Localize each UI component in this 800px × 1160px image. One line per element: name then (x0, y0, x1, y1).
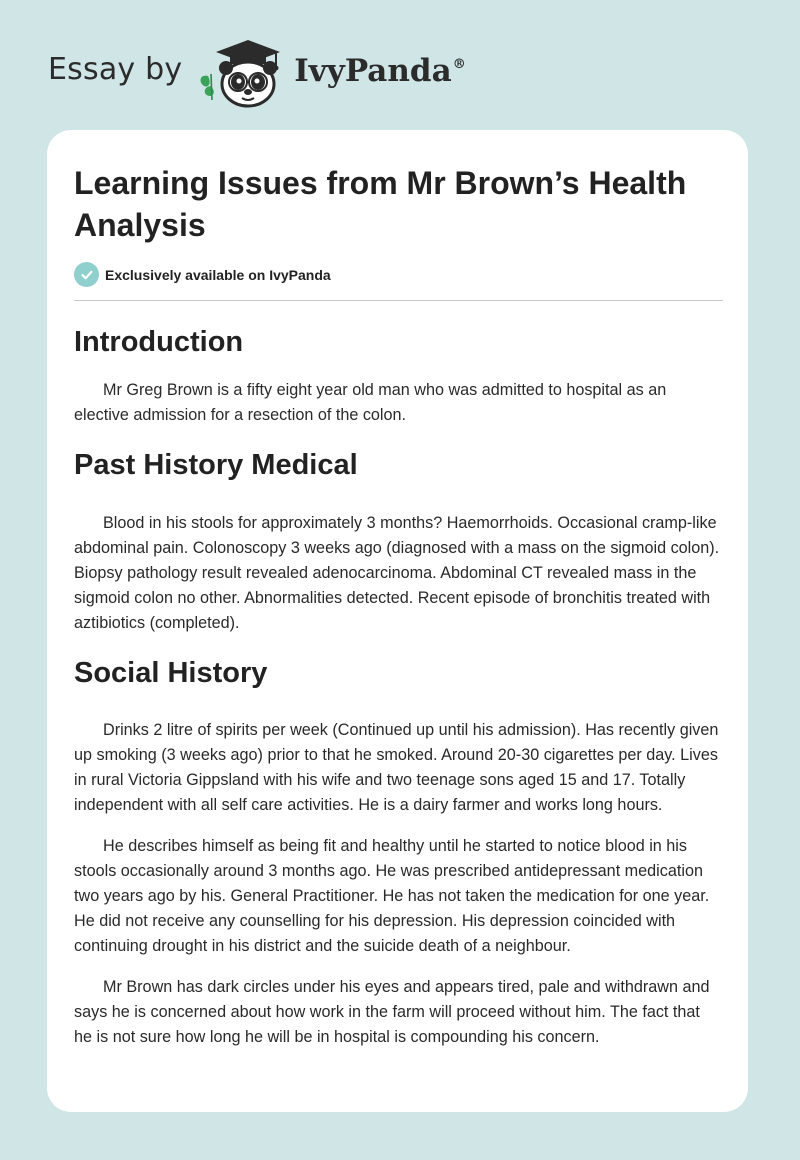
paragraph: He describes himself as being fit and healthy until he started to notice blood in his stools occasionally around 3 months ago. He was prescribed antidepressant medication two years ago by his. General Practitioner. He has not taken the medication for one year. He did not receive any counselling for his depression. His depression coincided with continuing drought in his district and the suicide death of a neighbour. (74, 837, 710, 955)
exclusive-badge (74, 262, 722, 287)
registered-mark: ® (452, 57, 466, 72)
check-icon (74, 262, 99, 287)
paragraph: Blood in his stools for approximately 3 months? Haemorrhoids. Occasional cramp-like abdominal pain. Colonoscopy 3 weeks ago (diagnosed with a mass on the sigmoid colon). Biopsy pathology result revealed adenocarcinoma. Abdominal CT revealed mass in the sigmoid colon no other. Abnormalities detected. Recent episode of bronchitis treated with aztibiotics (completed). (74, 514, 720, 632)
site-header (48, 34, 466, 110)
article-card (47, 130, 748, 1112)
essay-by-label: Essay by (48, 51, 183, 87)
badge-label: Exclusively available on IvyPanda (105, 266, 331, 283)
paragraph: Mr Brown has dark circles under his eyes and appears tired, pale and withdrawn and says he is concerned about how work in the farm will proceed without him. The fact that he is not sure how long he will be in hospital is compounding his concern. (74, 978, 710, 1046)
paragraph: Mr Greg Brown is a fifty eight year old man who was admitted to hospital as an elective admission for a resection of the colon. (74, 381, 667, 424)
panda-graduate-icon[interactable] (196, 34, 288, 110)
divider (74, 300, 723, 301)
page-title: Learning Issues from Mr Brown’s Health Analysis (74, 165, 687, 243)
section-heading-social-history: Social History (74, 657, 268, 689)
brand-name[interactable]: IvyPanda® (294, 53, 466, 89)
section-heading-introduction: Introduction (74, 326, 244, 358)
paragraph: Drinks 2 litre of spirits per week (Continued up until his admission). Has recently given up smoking (3 weeks ago) prior to that he smoked. Around 20-30 cigarettes per day. Lives in rural Victoria Gippsland with his wife and two teenage sons aged 15 and 17. Totally independent with all self care activities. He is a dairy farmer and works long hours. (74, 721, 719, 814)
section-heading-past-history-medical: Past History Medical (74, 449, 358, 481)
